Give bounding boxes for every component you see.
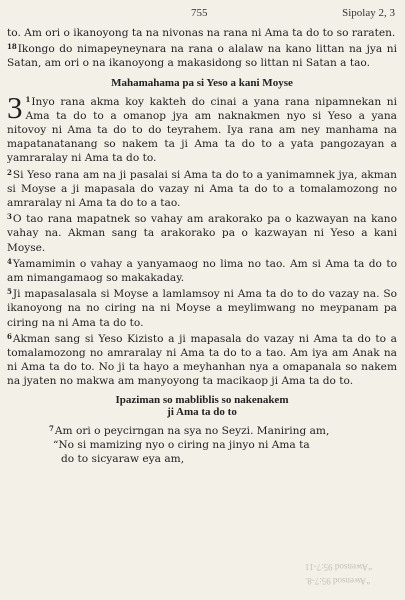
continued-paragraph: to. Am ori o ikanoyong ta na nivonas na rana ni Ama ta do to so raraten. (7, 27, 396, 39)
verse-text: Akman sang si Yeso Kizisto a ji mapasala do vazay ni Ama ta do to a tomalamozong no amraralay ni Ama ta do to a tao. Am iya am Anak na ni Ama ta do to. No ji ta hayo a meyhanhan nya a omapanala so nakem na jyaten no makwa am manyoyong ta macikaop ji Ama ta do to. (7, 332, 397, 388)
heading-line: Ipaziman so mabliblis so nakenakem (115, 393, 289, 406)
section-heading-2 (7, 394, 397, 418)
book-chapter-reference: Sipolay 2, 3 (342, 7, 395, 19)
show-through-text: “Awensod 95:7-8. (305, 576, 371, 586)
page-body (7, 26, 397, 466)
verse-number: 6 (7, 331, 12, 341)
verse-number: 18 (7, 42, 17, 52)
verse-number: 3 (7, 212, 12, 222)
verse-text: O tao rana mapatnek so vahay am arakorako pa o kazwayan na kano vahay na. Akman sang ta arakorako pa o kazwayan ni Yeso a kani Moyse. (7, 213, 397, 254)
verse-text: Si Yeso rana am na ji pasalai si Ama ta do to a yanimamnek jya, akman si Moyse a ji mapasala do vazay ni Ama ta do to a tomalamozong no amraralay ni Ama ta do to a tao. (7, 168, 397, 210)
verse-7 (7, 422, 397, 467)
running-header (0, 3, 405, 25)
verse-3 (7, 210, 397, 255)
verse-text: Am ori o peycirngan na sya no Seyzi. Maniring am, (54, 424, 330, 437)
verse-text: Yamamimin o vahay a yanyamaog no lima no tao. Am si Ama ta do to am nimangamaog so makakaday. (7, 257, 397, 285)
page-number: 755 (191, 7, 208, 19)
verse-number: 7 (49, 423, 54, 433)
verse-4 (7, 255, 397, 285)
verse-1 (7, 89, 397, 166)
show-through-text: “Awensod 95:7-11 (305, 562, 373, 572)
verse-18 (7, 40, 397, 70)
section-heading: Mahamahama pa si Yeso a kani Moyse (111, 76, 293, 89)
verse-number: 2 (7, 167, 12, 177)
verse-number: 4 (7, 256, 12, 266)
quote-line: “No si mamizing nyo o ciring na jinyo ni Ama ta (53, 438, 310, 451)
verse-5 (7, 285, 397, 330)
quote-line: do to sicyaraw eya am, (61, 453, 185, 466)
verse-number: 5 (7, 287, 12, 297)
verse-2 (7, 166, 397, 211)
chapter-dropcap: 3 (7, 89, 23, 125)
verse-6 (7, 330, 397, 389)
verse-number: 1 (25, 94, 31, 104)
verse-text: Ikongo do nimapeyneynara na rana o alalaw na kano littan na jya ni Satan, am ori o na ikanoyong a makasidong so littan ni Satan a tao. (7, 43, 397, 70)
verse-text: Inyo rana akma koy kakteh do cinai a yana rana nipamnekan ni Ama ta do to a omanop jya am naknakmen nyo si Yeso a yana nitovoy ni Ama ta do to do teyrahem. Iya rana am ney manhama na mapatanatanang so nakem ta ji Ama ta do to a yata pangozayan a yamraralay ni Ama ta do to. (7, 95, 397, 165)
heading-line: ji Ama ta do to (167, 405, 237, 418)
verse-text: Ji mapasalasala si Moyse a lamlamsoy ni Ama ta do to do vazay na. So ikanoyong na no ciring na ni Moyse a meylimwang no meypanam pa ciring na ni Ama ta do to. (7, 288, 397, 329)
